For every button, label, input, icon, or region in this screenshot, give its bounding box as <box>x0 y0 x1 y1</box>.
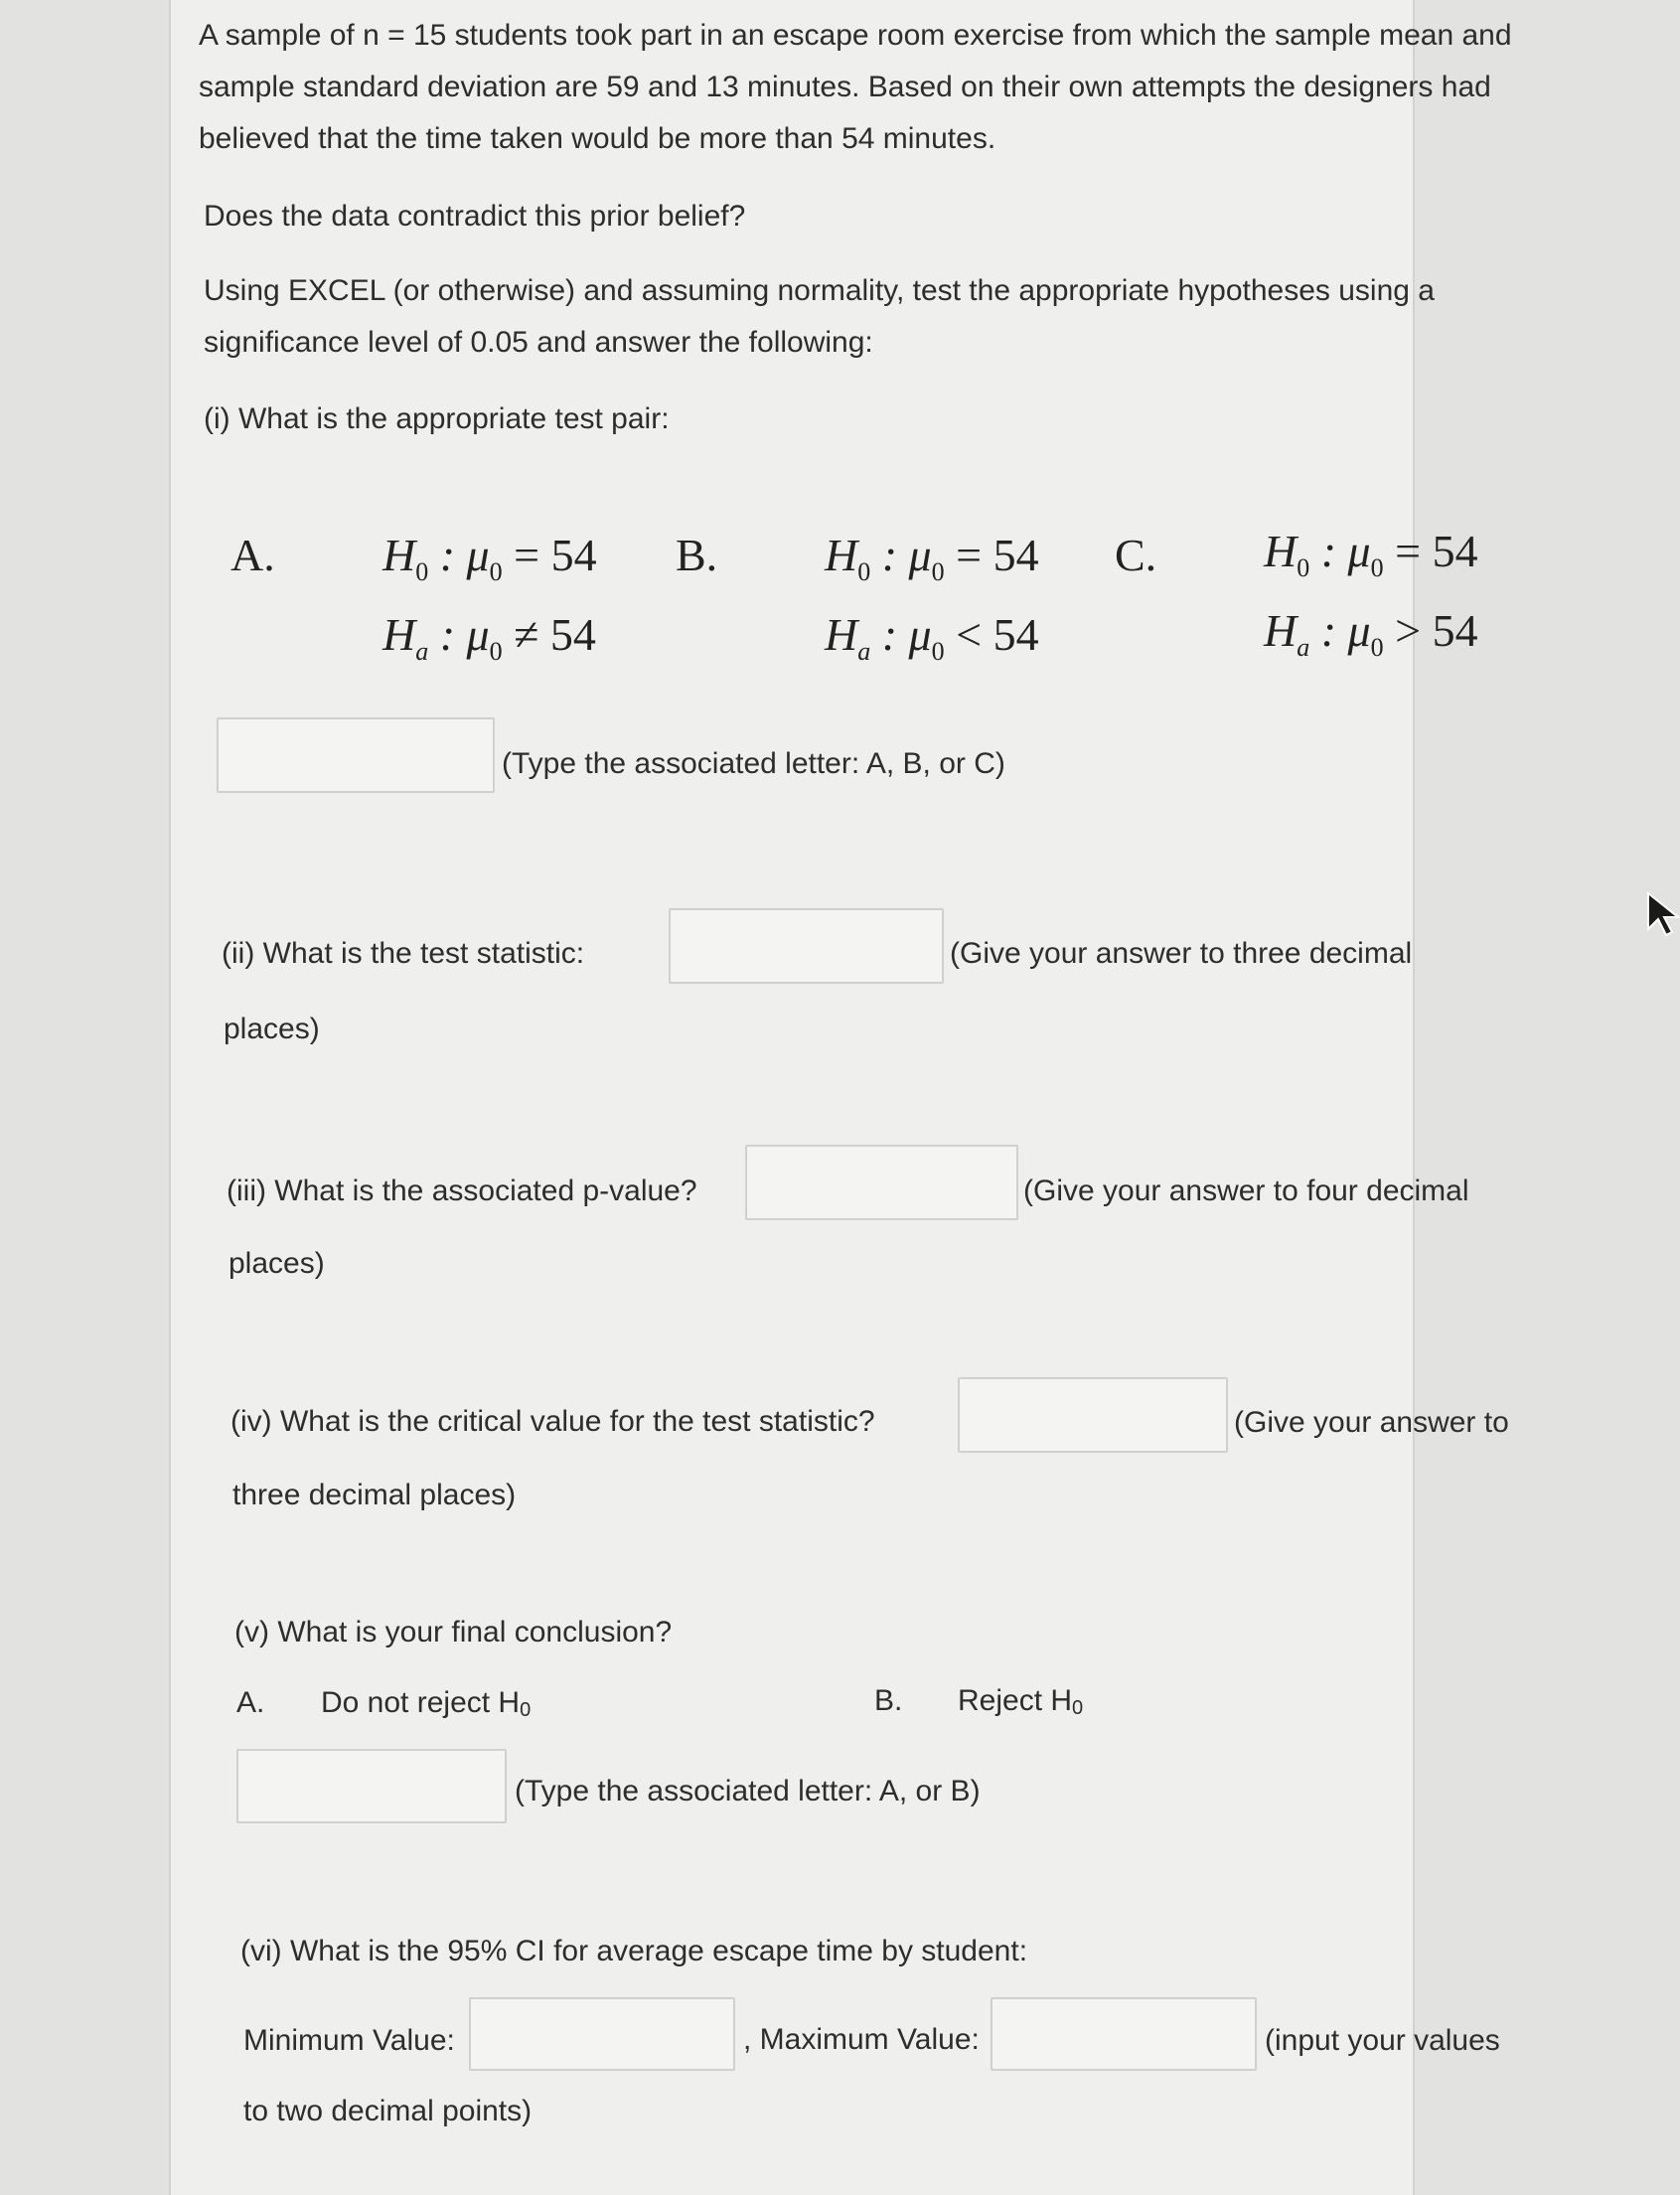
q6-hint-cont: to two decimal points) <box>243 2095 533 2127</box>
q1-option-c-h0: $H_0$ : $\mu_0 = 54$ <box>1264 526 1478 582</box>
q3-hint: (Give your answer to four decimal <box>1023 1175 1469 1207</box>
q1-option-a-ha: $H_a$ : $\mu_0 \ne 54$ <box>382 609 596 666</box>
q3-question: (iii) What is the associated p-value? <box>227 1175 697 1207</box>
problem-statement: A sample of n = 15 students took part in an escape room exercise from which the sample mean and sample standard deviation are 59 and 13 minutes. Based on their own attempts the designers had believed that the time taken would be more than 54 minutes. <box>199 19 1512 155</box>
q1-option-a-letter: A. <box>230 530 275 580</box>
q5-option-b-letter: B. <box>874 1684 903 1717</box>
instructions: Using EXCEL (or otherwise) and assuming normality, test the appropriate hypotheses using a significance level of 0.05 and answer the following: <box>204 274 1435 359</box>
q2-hint-cont: places) <box>224 1013 320 1045</box>
q2-question: (ii) What is the test statistic: <box>222 937 585 970</box>
q6-max-label: , Maximum Value: <box>743 2023 980 2056</box>
q1-option-b-h0: $H_0$ : $\mu_0 = 54$ <box>825 530 1039 586</box>
q1-option-c-letter: C. <box>1115 530 1157 580</box>
q6-min-input[interactable] <box>469 1997 735 2071</box>
q5-option-a-letter: A. <box>236 1686 265 1719</box>
q2-answer-input[interactable] <box>669 908 944 984</box>
q3-hint-cont: places) <box>229 1247 325 1280</box>
q1-question: (i) What is the appropriate test pair: <box>204 402 670 435</box>
q1-answer-input[interactable] <box>217 717 495 793</box>
q5-option-b-text: Reject H0 <box>958 1684 1084 1719</box>
q2-hint: (Give your answer to three decimal <box>950 937 1413 970</box>
q1-option-b-letter: B. <box>676 530 718 580</box>
q4-answer-input[interactable] <box>958 1377 1228 1453</box>
q5-answer-input[interactable] <box>236 1749 507 1823</box>
q5-hint: (Type the associated letter: A, or B) <box>515 1775 981 1807</box>
q1-hint: (Type the associated letter: A, B, or C) <box>502 747 1005 780</box>
q6-max-input[interactable] <box>991 1997 1257 2071</box>
q1-option-a-h0: $H_0$ : $\mu_0 = 54$ <box>382 530 597 586</box>
q5-question: (v) What is your final conclusion? <box>234 1616 673 1648</box>
q5-option-a-text: Do not reject H0 <box>321 1686 532 1721</box>
q3-answer-input[interactable] <box>745 1145 1018 1220</box>
q6-question: (vi) What is the 95% CI for average escape time by student: <box>240 1935 1028 1967</box>
q6-hint: (input your values <box>1265 2024 1500 2057</box>
q1-option-b-ha: $H_a$ : $\mu_0 < 54$ <box>825 609 1039 666</box>
q4-hint: (Give your answer to <box>1234 1406 1509 1439</box>
question-prompt: Does the data contradict this prior belief? <box>204 200 746 233</box>
q1-option-c-ha: $H_a$ : $\mu_0 > 54$ <box>1264 605 1478 662</box>
q4-question: (iv) What is the critical value for the test statistic? <box>230 1405 875 1438</box>
q6-min-label: Minimum Value: <box>243 2024 455 2057</box>
q4-hint-cont: three decimal places) <box>232 1479 517 1511</box>
mouse-cursor-icon <box>1644 889 1680 939</box>
